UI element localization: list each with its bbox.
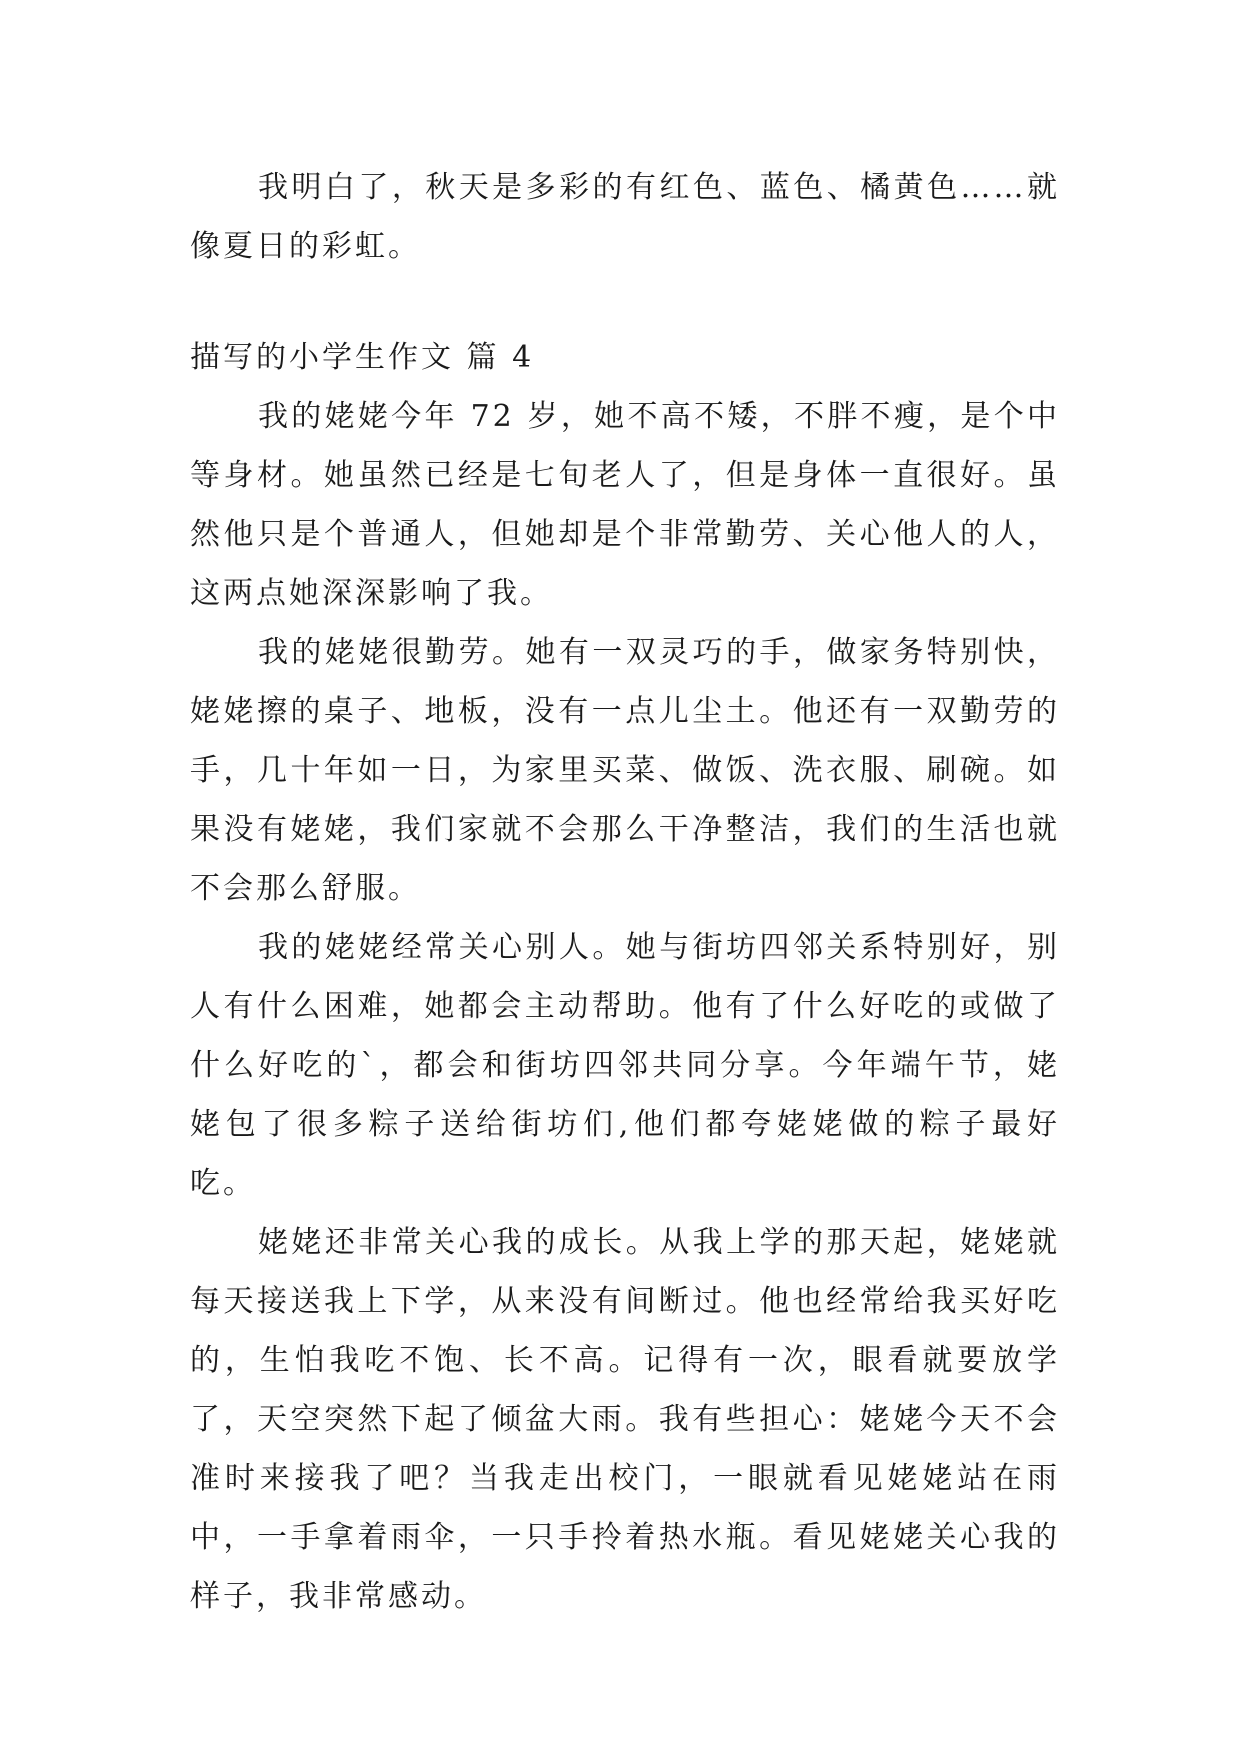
body-paragraph: 我的姥姥很勤劳。她有一双灵巧的手，做家务特别快，姥姥擦的桌子、地板，没有一点儿尘土。他还有一双勤劳的手，几十年如一日，为家里买菜、做饭、洗衣服、刷碗。如果没有姥姥，我们家就不会那么干净整洁，我们的生活也就不会那么舒服。 [190,635,1060,906]
body-paragraph: 我的姥姥今年 72 岁，她不高不矮，不胖不瘦，是个中等身材。她虽然已经是七旬老人了，但是身体一直很好。虽然他只是个普通人，但她却是个非常勤劳、关心他人的人，这两点她深深影响了我。 [190,399,1060,611]
body-paragraph: 姥姥还非常关心我的成长。从我上学的那天起，姥姥就每天接送我上下学，从来没有间断过。他也经常给我买好吃的，生怕我吃不饱、长不高。记得有一次，眼看就要放学了，天空突然下起了倾盆大雨。我有些担心：姥姥今天不会准时来接我了吧？当我走出校门，一眼就看见姥姥站在雨中，一手拿着雨伞，一只手拎着热水瓶。看见姥姥关心我的样子，我非常感动。 [190,1225,1060,1614]
section-title: 描写的小学生作文 篇 4 [190,340,535,375]
intro-paragraph: 我明白了，秋天是多彩的有红色、蓝色、橘黄色……就像夏日的彩虹。 [190,170,1060,264]
document-page [190,158,1060,1626]
body-paragraph: 我的姥姥经常关心别人。她与街坊四邻关系特别好，别人有什么困难，她都会主动帮助。他有了什么好吃的或做了什么好吃的`，都会和街坊四邻共同分享。今年端午节，姥姥包了很多粽子送给街坊们,他们都夸姥姥做的粽子最好吃。 [190,930,1060,1201]
